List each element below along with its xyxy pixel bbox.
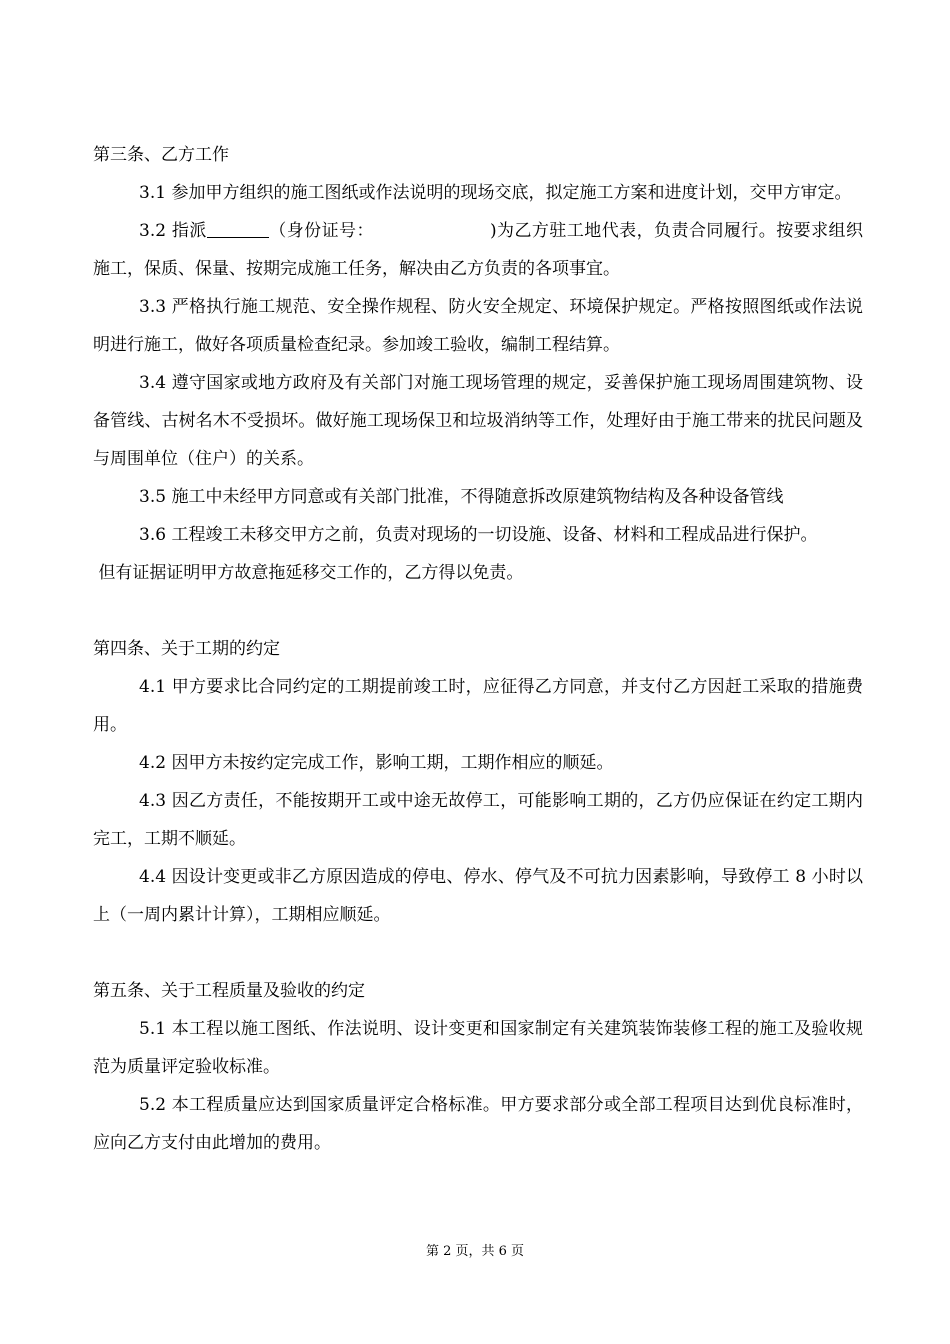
document-body (93, 136, 863, 1162)
section-4-title: 第四条、关于工期的约定 (93, 639, 280, 659)
spacer (93, 934, 863, 972)
clause-3-6-continuation: 但有证据证明甲方故意拖延移交工作的，乙方得以免责。 (93, 563, 524, 583)
clause-5-2: 5.2 本工程质量应达到国家质量评定合格标准。甲方要求部分或全部工程项目达到优良标准时，应向乙方支付由此增加的费用。 (93, 1095, 863, 1153)
clause-3-2-suffix: )为乙方驻工地代表，负责合同履行。按要求组织施工，保质、保量、按期完成施工任务，解决由乙方负责的各项事宜。 (93, 221, 863, 279)
clause-3-6: 3.6 工程竣工未移交甲方之前，负责对现场的一切设施、设备、材料和工程成品进行保护。 (139, 525, 818, 545)
clause-4-1: 4.1 甲方要求比合同约定的工期提前竣工时，应征得乙方同意，并支付乙方因赶工采取的措施费用。 (93, 677, 863, 735)
representative-name-blank (207, 221, 269, 238)
clause-3-2 (93, 212, 863, 288)
clause-3-2-id-label: （身份证号： (268, 221, 374, 241)
spacer (93, 592, 863, 630)
section-5-title: 第五条、关于工程质量及验收的约定 (93, 981, 365, 1001)
clause-4-4: 4.4 因设计变更或非乙方原因造成的停电、停水、停气及不可抗力因素影响，导致停工 8 小时以上（一周内累计计算），工期相应顺延。 (93, 867, 863, 925)
clause-4-3: 4.3 因乙方责任，不能按期开工或中途无故停工，可能影响工期的，乙方仍应保证在约定工期内完工，工期不顺延。 (93, 791, 863, 849)
clause-5-1: 5.1 本工程以施工图纸、作法说明、设计变更和国家制定有关建筑装饰装修工程的施工及验收规范为质量评定验收标准。 (93, 1019, 863, 1077)
page-footer: 第 2 页，共 6 页 (425, 1244, 525, 1259)
clause-3-4: 3.4 遵守国家或地方政府及有关部门对施工现场管理的规定，妥善保护施工现场周围建筑物、设备管线、古树名木不受损坏。做好施工现场保卫和垃圾消纳等工作，处理好由于施工带来的扰民问题及与周围单位（住户）的关系。 (93, 373, 863, 469)
clause-3-1: 3.1 参加甲方组织的施工图纸或作法说明的现场交底，拟定施工方案和进度计划，交甲方审定。 (139, 183, 852, 203)
clause-3-5: 3.5 施工中未经甲方同意或有关部门批准，不得随意拆改原建筑物结构及各种设备管线 (139, 487, 784, 507)
clause-3-2-prefix: 3.2 指派 (139, 221, 207, 241)
section-3-title: 第三条、乙方工作 (93, 145, 229, 165)
clause-4-2: 4.2 因甲方未按约定完成工作，影响工期，工期作相应的顺延。 (139, 753, 614, 773)
clause-3-3: 3.3 严格执行施工规范、安全操作规程、防火安全规定、环境保护规定。严格按照图纸或作法说明进行施工，做好各项质量检查纪录。参加竣工验收，编制工程结算。 (93, 297, 863, 355)
